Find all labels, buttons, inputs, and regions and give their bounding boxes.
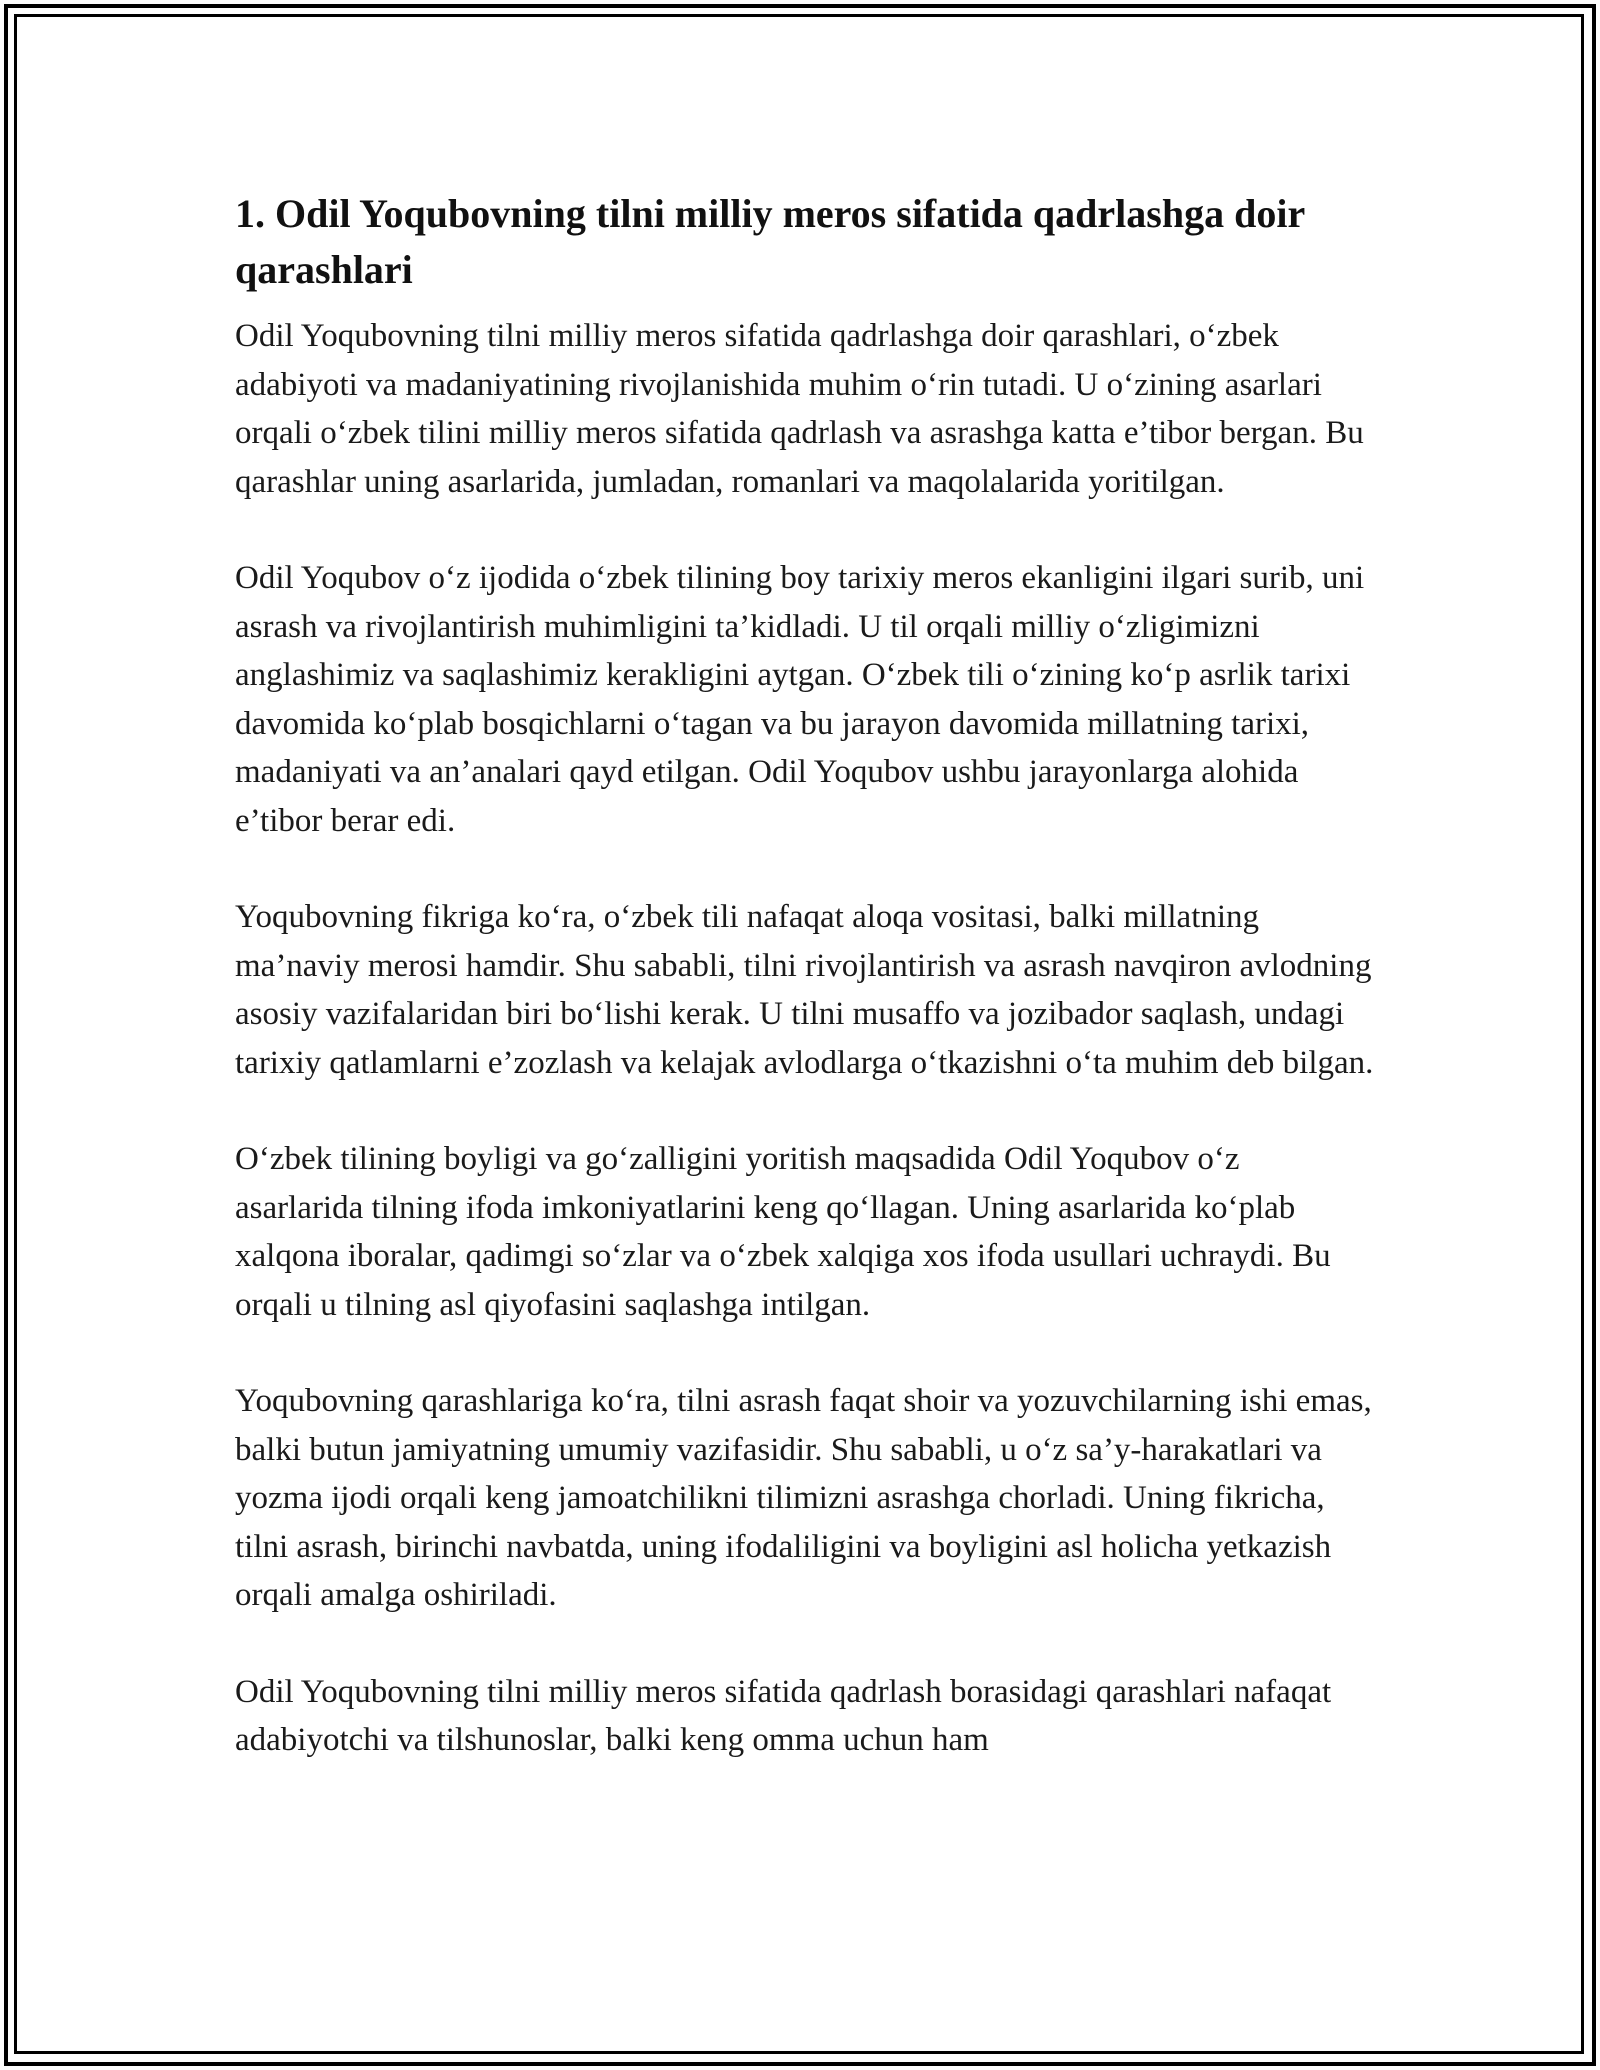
paragraph-4: O‘zbek tilining boyligi va go‘zalligini yoritish maqsadida Odil Yoqubov o‘z asarlarida tilning ifoda imkoniyatlarini keng qo‘llagan. Uning asarlarida ko‘plab xalqona iboralar, qadimgi so‘zlar va o‘zbek xalqiga xos ifoda usullari uchraydi. Bu orqali u tilning asl qiyofasini saqlashga intilgan.: [235, 1141, 1331, 1323]
paragraph-6: Odil Yoqubovning tilni milliy meros sifatida qadrlash borasidagi qarashlari nafaqat adabiyotchi va tilshunoslar, balki keng omma uchun ham: [235, 1673, 1332, 1758]
paragraph-1: Odil Yoqubovning tilni milliy meros sifatida qadrlashga doir qarashlari, o‘zbek adabiyoti va madaniyatining rivojlanishida muhim o‘rin tutadi. U o‘zining asarlari orqali o‘zbek tilini milliy meros sifatida qadrlash va asrashga katta e’tibor bergan. Bu qarashlar uning asarlarida, jumladan, romanlari va maqolalarida yoritilgan.: [235, 318, 1364, 500]
paragraph-5: Yoqubovning qarashlariga ko‘ra, tilni asrash faqat shoir va yozuvchilarning ishi emas, balki butun jamiyatning umumiy vazifasidir. Shu sababli, u o‘z sa’y-harakatlari va yozma ijodi orqali keng jamoatchilikni tilimizni asrashga chorladi. Uning fikricha, tilni asrash, birinchi navbatda, uning ifodaliligini va boyligini asl holicha yetkazish orqali amalga oshiriladi.: [235, 1383, 1372, 1613]
paragraph-2: Odil Yoqubov o‘z ijodida o‘zbek tilining boy tarixiy meros ekanligini ilgari surib, uni asrash va rivojlantirish muhimligini ta’kidladi. U til orqali milliy o‘zligimizni anglashimiz va saqlashimiz kerakligini aytgan. O‘zbek tili o‘zining ko‘p asrlik tarixi davomida ko‘plab bosqichlarni o‘tagan va bu jarayon davomida millatning tarixi, madaniyati va an’analari qayd etilgan. Odil Yoqubov ushbu jarayonlarga alohida e’tibor berar edi.: [235, 560, 1365, 839]
paragraph-3: Yoqubovning fikriga ko‘ra, o‘zbek tili nafaqat aloqa vositasi, balki millatning ma’naviy merosi hamdir. Shu sababli, tilni rivojlantirish va asrash navqiron avlodning asosiy vazifalaridan biri bo‘lishi kerak. U tilni musaffo va jozibador saqlash, undagi tarixiy qatlamlarni e’zozlash va kelajak avlodlarga o‘tkazishni o‘ta muhim deb bilgan.: [235, 899, 1374, 1081]
document-body: [235, 186, 1375, 1765]
section-title: 1. Odil Yoqubovning tilni milliy meros sifatida qadrlashga doir qarashlari: [235, 191, 1305, 292]
